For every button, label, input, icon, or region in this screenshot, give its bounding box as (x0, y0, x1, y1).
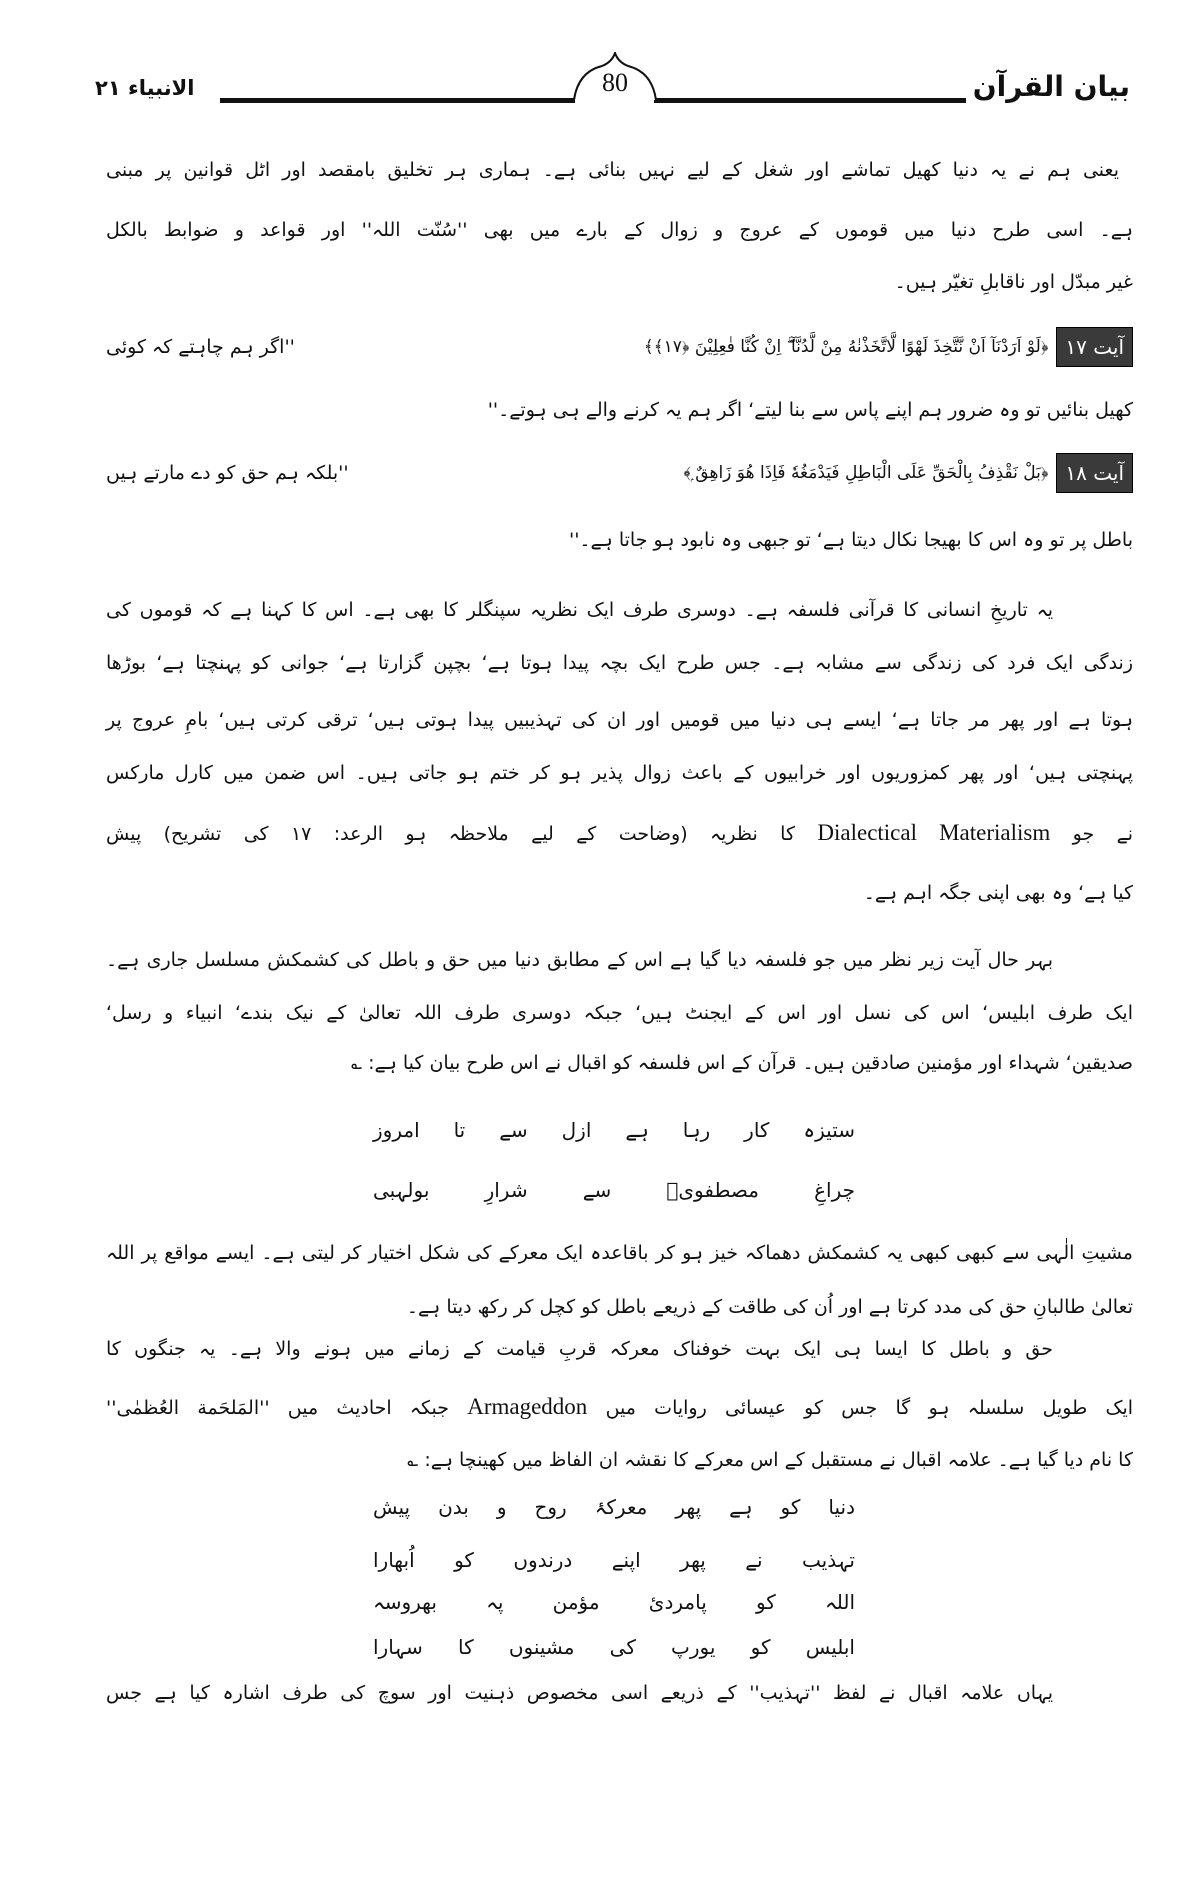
text-line: یہاں علامہ اقبال نے لفظ ''تہذیب'' کے ذریعے اسی مخصوص ذہنیت اور سوچ کی طرف اشارہ کیا ہے جس (106, 1682, 1053, 1704)
text-line: تعالیٰ طالبانِ حق کی مدد کرتا ہے اور اُن کی طاقت کے ذریعے باطل کو کچل کر رکھ دیتا ہے۔ (406, 1296, 1133, 1318)
book-title: بیان القرآن (972, 70, 1130, 103)
poem-verse: تہذیب نے پھر اپنے درندوں کو اُبھارا (373, 1548, 855, 1572)
text-line: ہوتا ہے اور پھر مر جاتا ہے‘ ایسے ہی دنیا میں قومیں اور ان کی تہذیبیں پیدا ہوتی ہیں‘ ترقی کرتی ہیں‘ بامِ عروج پر (106, 709, 1133, 731)
ayat-18-line (106, 453, 1133, 493)
poem-verse: ستیزہ کار رہا ہے ازل سے تا امروز (373, 1118, 855, 1142)
text-segment: نے جو (1072, 823, 1133, 845)
text-line: پہنچتی ہیں‘ اور پھر کمزوریوں اور خرابیوں کے باعث زوال پذیر ہو کر ختم ہو جاتی ہیں۔ اس ضمن میں کارل مارکس (106, 762, 1133, 784)
text-segment: جبکہ احادیث میں ''المَلحَمة العُظمٰى'' (106, 1397, 449, 1419)
text-line: کا نام دیا گیا ہے۔ علامہ اقبال نے مستقبل کے اس معرکے کا نقشہ ان الفاظ میں کھینچا ہے: ؎ (407, 1449, 1133, 1471)
ayat-17-line (106, 327, 1133, 367)
text-line: کیا ہے‘ وہ بھی اپنی جگہ اہم ہے۔ (863, 882, 1133, 904)
ayat-18-label: آیت ۱۸ (1056, 453, 1133, 493)
poem-verse: ابلیس کو یورپ کی مشینوں کا سہارا (373, 1635, 855, 1659)
poem-verse: اللہ کو پامردیٔ مؤمن پہ بھروسہ (373, 1590, 855, 1614)
poem-verse: دنیا کو ہے پھر معرکۂ روح و بدن پیش (373, 1495, 855, 1519)
ayat-17-translation: ''اگر ہم چاہتے کہ کوئی (106, 336, 295, 358)
text-line: یہ تاریخِ انسانی کا قرآنی فلسفہ ہے۔ دوسری طرف ایک نظریہ سپنگلر کا بھی ہے۔ اس کا کہنا ہے کہ قوموں کی (106, 599, 1053, 621)
text-line: غیر مبدّل اور ناقابلِ تغیّر ہیں۔ (894, 271, 1133, 293)
text-line (106, 1387, 1133, 1428)
text-segment: ایک طویل سلسلہ ہو گا جس کو عیسائی روایات میں (605, 1397, 1134, 1419)
ayat-17-label: آیت ۱۷ (1056, 327, 1133, 367)
text-line: کھیل بنائیں تو وہ ضرور ہم اپنے پاس سے بنا لیتے‘ اگر ہم یہ کرنے والے ہی ہوتے۔'' (487, 399, 1133, 421)
header-rule-left (220, 98, 575, 103)
text-segment: کا نظریہ (وضاحت کے لیے ملاحظہ ہو الرعد: ۱۷ کی تشریح) پیش (106, 823, 795, 845)
ayat-17-arabic: ﴿لَوْ اَرَدْنَآ اَنْ نَّتَّخِذَ لَهْوًا لَّاتَّخَذْنٰهُ مِنْ لَّدُنَّآ ۖ اِنْ كُنَّا فٰعِلِيْنَ ﴿۱۷﴾﴾ (643, 337, 1049, 357)
text-line: ہے۔ اسی طرح دنیا میں قوموں کے عروج و زوال کے بارے میں بھی ''سُنّت اللہ'' اور قواعد و ضوابط بالکل (106, 219, 1133, 241)
english-term: Dialectical Materialism (817, 820, 1051, 845)
ayat-18-translation: ''بلکہ ہم حق کو دے مارتے ہیں (106, 462, 349, 484)
text-line: باطل پر تو وہ اس کا بھیجا نکال دیتا ہے‘ تو جبھی وہ نابود ہو جاتا ہے۔'' (568, 529, 1133, 551)
surah-name: الانبیاء ۲۱ (95, 76, 195, 100)
text-line: زندگی ایک فرد کی زندگی سے مشابہ ہے۔ جس طرح ایک بچہ پیدا ہوتا ہے‘ بچپن گزارتا ہے‘ جوانی کو پہنچتا ہے‘ بوڑھا (106, 652, 1133, 674)
text-line: صدیقین‘ شہداء اور مؤمنین صادقین ہیں۔ قرآن کے اس فلسفہ کو اقبال نے اس طرح بیان کیا ہے: ؎ (350, 1052, 1133, 1074)
poem-verse: چراغِ مصطفویؐ سے شرارِ بولہبی (373, 1178, 855, 1202)
text-line: حق و باطل کا ایسا ہی ایک بہت خوفناک معرکہ قربِ قیامت کے زمانے میں ہونے والا ہے۔ یہ جنگوں کا (106, 1338, 1053, 1360)
english-term: Armageddon (467, 1394, 588, 1419)
text-line: ایک طرف ابلیس‘ اس کی نسل اور اس کے ایجنٹ ہیں‘ جبکہ دوسری طرف اللہ تعالیٰ کے نیک بندے‘ انبیاء و رسل‘ (106, 1002, 1133, 1024)
text-line: مشیتِ الٰہی سے کبھی کبھی یہ کشمکش دھماکہ خیز ہو کر باقاعدہ ایک معرکے کی شکل اختیار کر لیتی ہے۔ ایسے مواقع پر اللہ (106, 1242, 1133, 1264)
header-rule-right (654, 98, 966, 103)
ayat-18-arabic: ﴿بَلْ نَقْذِفُ بِالْحَقِّ عَلَى الْبَاطِلِ فَيَدْمَغُهٗ فَاِذَا هُوَ زَاهِقٌ ۭ﴾ (683, 463, 1049, 483)
text-line: یعنی ہم نے یہ دنیا کھیل تماشے اور شغل کے لیے نہیں بنائی ہے۔ ہماری ہر تخلیق بامقصد اور اٹل قوانین پر مبنی (106, 159, 1119, 181)
text-line (106, 813, 1133, 854)
text-line: بہر حال آیت زیر نظر میں جو فلسفہ دیا گیا ہے اس کے مطابق دنیا میں حق و باطل کی کشمکش مسلسل جاری ہے۔ (106, 949, 1053, 971)
page-number: 80 (602, 68, 628, 97)
